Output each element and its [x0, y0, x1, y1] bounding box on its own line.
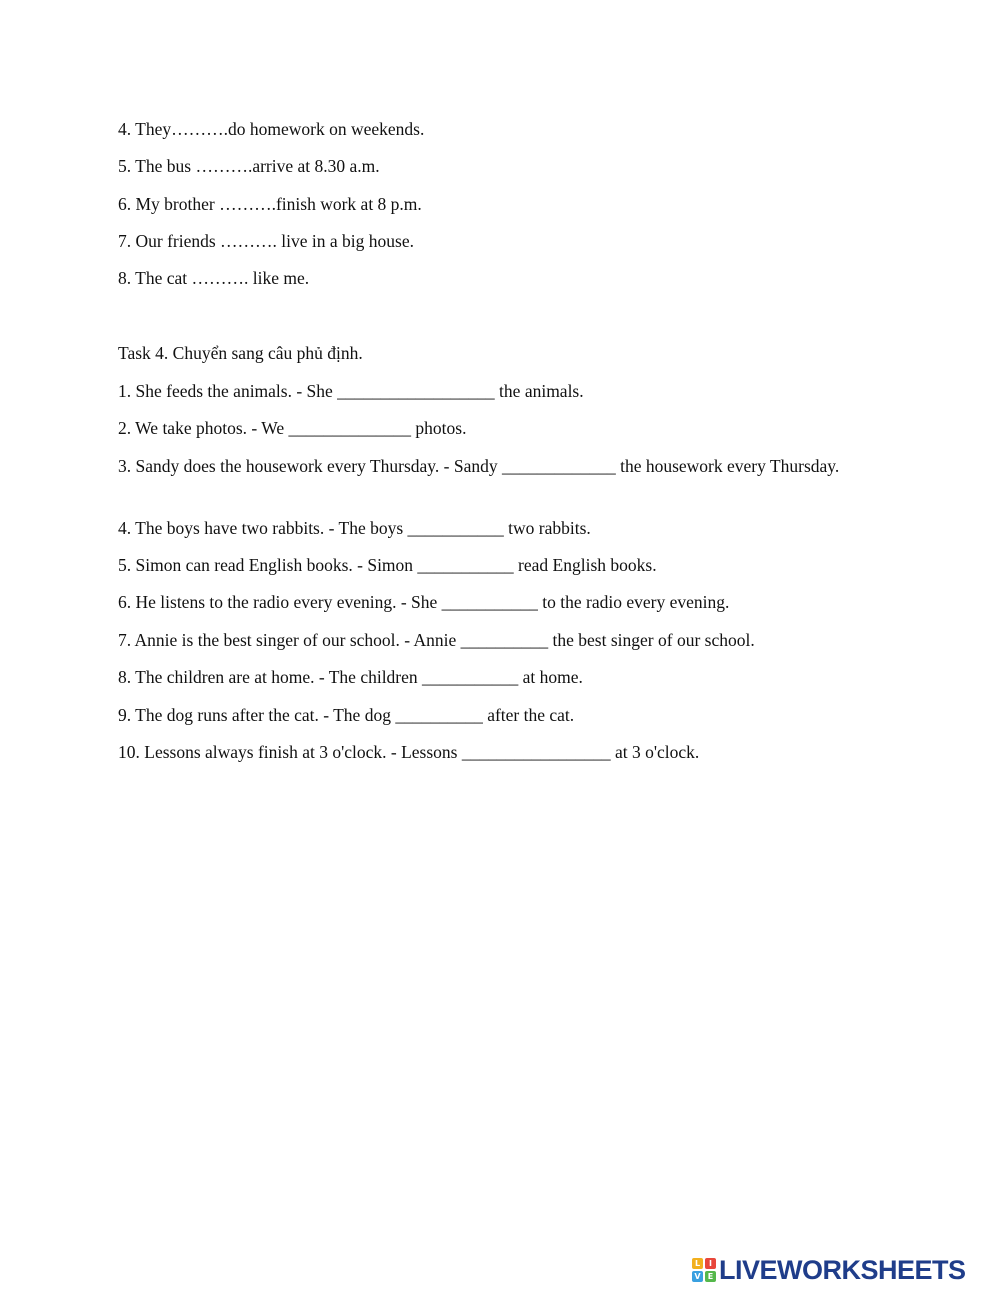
- task4-item-3: 3. Sandy does the housework every Thursday. - Sandy _____________ the housework every Thursday.: [118, 456, 840, 476]
- logo-mark-e: E: [705, 1271, 716, 1282]
- liveworksheets-logo-text: LIVEWORKSHEETS: [719, 1255, 966, 1285]
- task4-item-6: 6. He listens to the radio every evening. - She ___________ to the radio every evening.: [118, 592, 730, 612]
- task4-item-2: 2. We take photos. - We ______________ photos.: [118, 418, 467, 438]
- task4-item-5: 5. Simon can read English books. - Simon ___________ read English books.: [118, 555, 657, 575]
- task4-item-4: 4. The boys have two rabbits. - The boys ___________ two rabbits.: [118, 518, 591, 538]
- task3-item-8: 8. The cat ………. like me.: [118, 268, 310, 288]
- task3-item-7: 7. Our friends ………. live in a big house.: [118, 231, 414, 251]
- task3-item-6: 6. My brother ……….finish work at 8 p.m.: [118, 194, 422, 214]
- logo-mark-i: I: [705, 1258, 716, 1269]
- task4-item-8: 8. The children are at home. - The children ___________ at home.: [118, 667, 583, 687]
- logo-mark-l: L: [692, 1258, 703, 1269]
- task4-item-7: 7. Annie is the best singer of our school. - Annie __________ the best singer of our school.: [118, 630, 755, 650]
- task4-item-9: 9. The dog runs after the cat. - The dog __________ after the cat.: [118, 705, 575, 725]
- logo-mark-v: V: [692, 1271, 703, 1282]
- liveworksheets-logo-icon: [692, 1258, 716, 1282]
- task3-item-5: 5. The bus ……….arrive at 8.30 a.m.: [118, 156, 380, 176]
- task3-item-4: 4. They……….do homework on weekends.: [118, 119, 425, 139]
- task4-item-10: 10. Lessons always finish at 3 o'clock. - Lessons _________________ at 3 o'clock.: [118, 742, 700, 762]
- task4-title: Task 4. Chuyển sang câu phủ định.: [118, 343, 363, 363]
- liveworksheets-logo: [692, 1256, 966, 1284]
- task4-item-1: 1. She feeds the animals. - She __________________ the animals.: [118, 381, 584, 401]
